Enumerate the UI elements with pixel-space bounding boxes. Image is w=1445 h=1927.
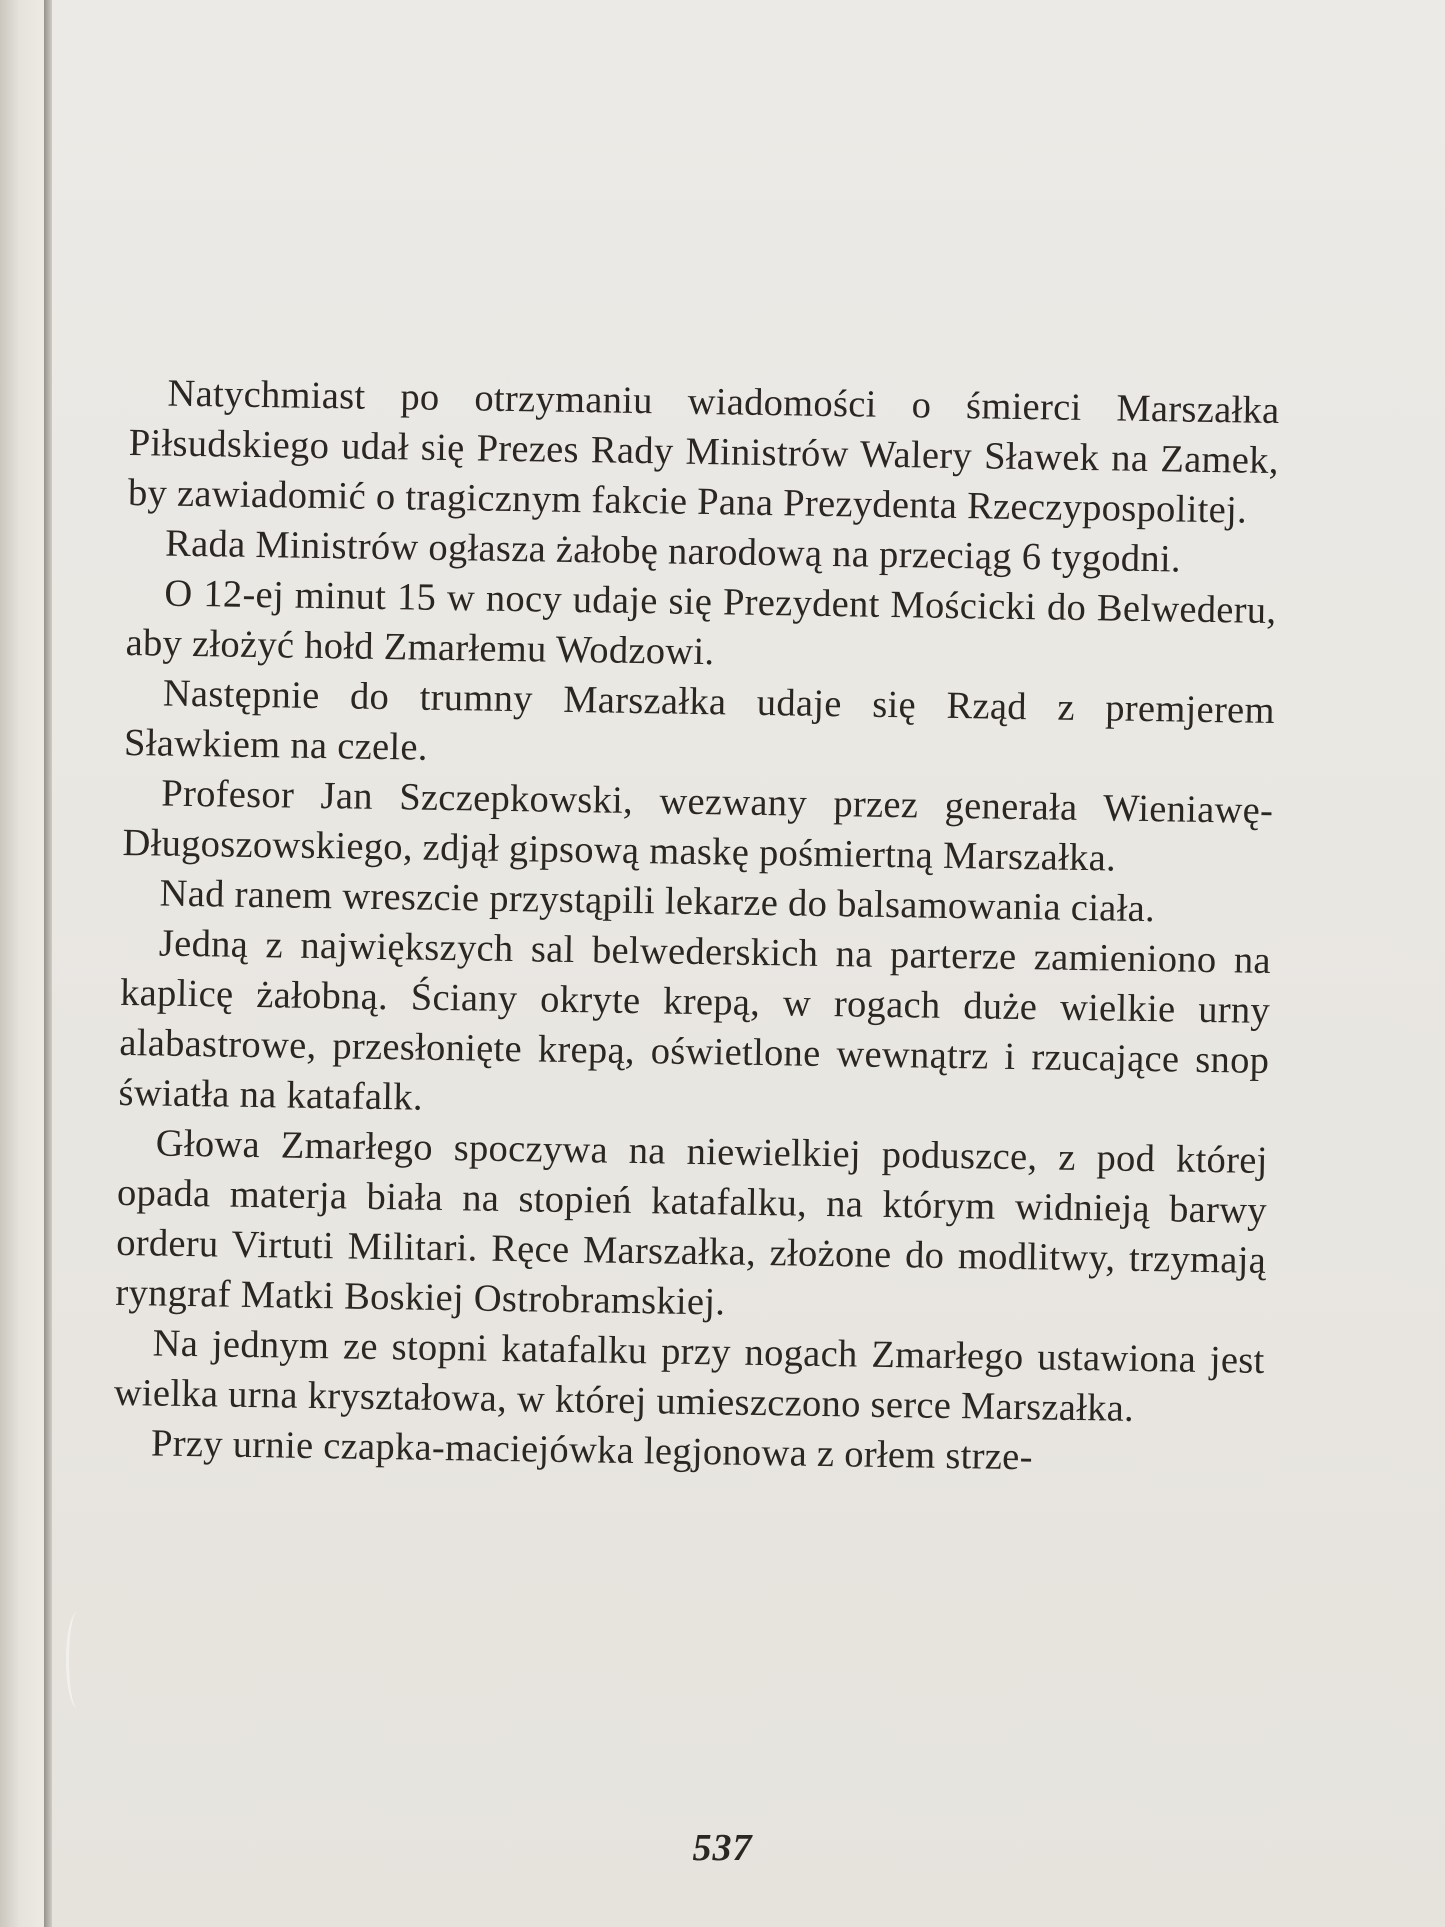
page-number: 537 — [692, 1827, 753, 1869]
paragraph: Przy urnie czapka-maciejówka legjonowa z orłem strze- — [150, 1422, 1034, 1479]
paragraph: Następnie do trumny Marszałka udaje się Rząd z premjerem Sławkiem na czele. — [123, 672, 1276, 769]
paragraph: Na jednym ze stopni katafalku przy nogach Zmarłego ustawiona jest wielka urna kryształowa, w której umieszczono serce Marszałka. — [113, 1322, 1265, 1430]
binding-thread — [66, 1612, 89, 1708]
paragraph: O 12-ej minut 15 w nocy udaje się Prezydent Mościcki do Belwederu, aby złożyć hołd Zmarłemu Wodzowi. — [125, 572, 1277, 674]
paragraph: Profesor Jan Szczepkowski, wezwany przez generała Wieniawę-Długoszowskiego, zdjął gipsową maskę pośmiertną Marszałka. — [122, 772, 1274, 880]
paragraph: Natychmiast po otrzymaniu wiadomości o śmierci Marszałka Piłsudskiego udał się Prezes Rady Ministrów Walery Sławek na Zamek, by zawiadomić o tragicznym fakcie Pana Prezydenta Rzeczypospolitej. — [127, 372, 1280, 532]
paragraph: Nad ranem wreszcie przystąpili lekarze do balsamowania ciała. — [159, 872, 1156, 931]
paragraph: Rada Ministrów ogłasza żałobę narodową na przeciąg 6 tygodni. — [164, 522, 1182, 581]
paragraph: Głowa Zmarłego spoczywa na niewielkiej poduszce, z pod której opada materja biała na stopień katafalku, na którym widnieją barwy orderu Virtuti Militari. Ręce Marszałka, złożone do modlitwy, trzymają ryngraf Matki Boskiej Ostrobramskiej. — [115, 1122, 1269, 1324]
body-text — [113, 368, 1280, 1486]
paragraph: Jedną z największych sal belwederskich na parterze zamieniono na kaplicę żałobną. Ściany okryte krepą, w rogach duże wielkie urny alabastrowe, przesłonięte krepą, oświetlone wewnątrz i rzucające snop światła na katafalk. — [118, 922, 1272, 1119]
